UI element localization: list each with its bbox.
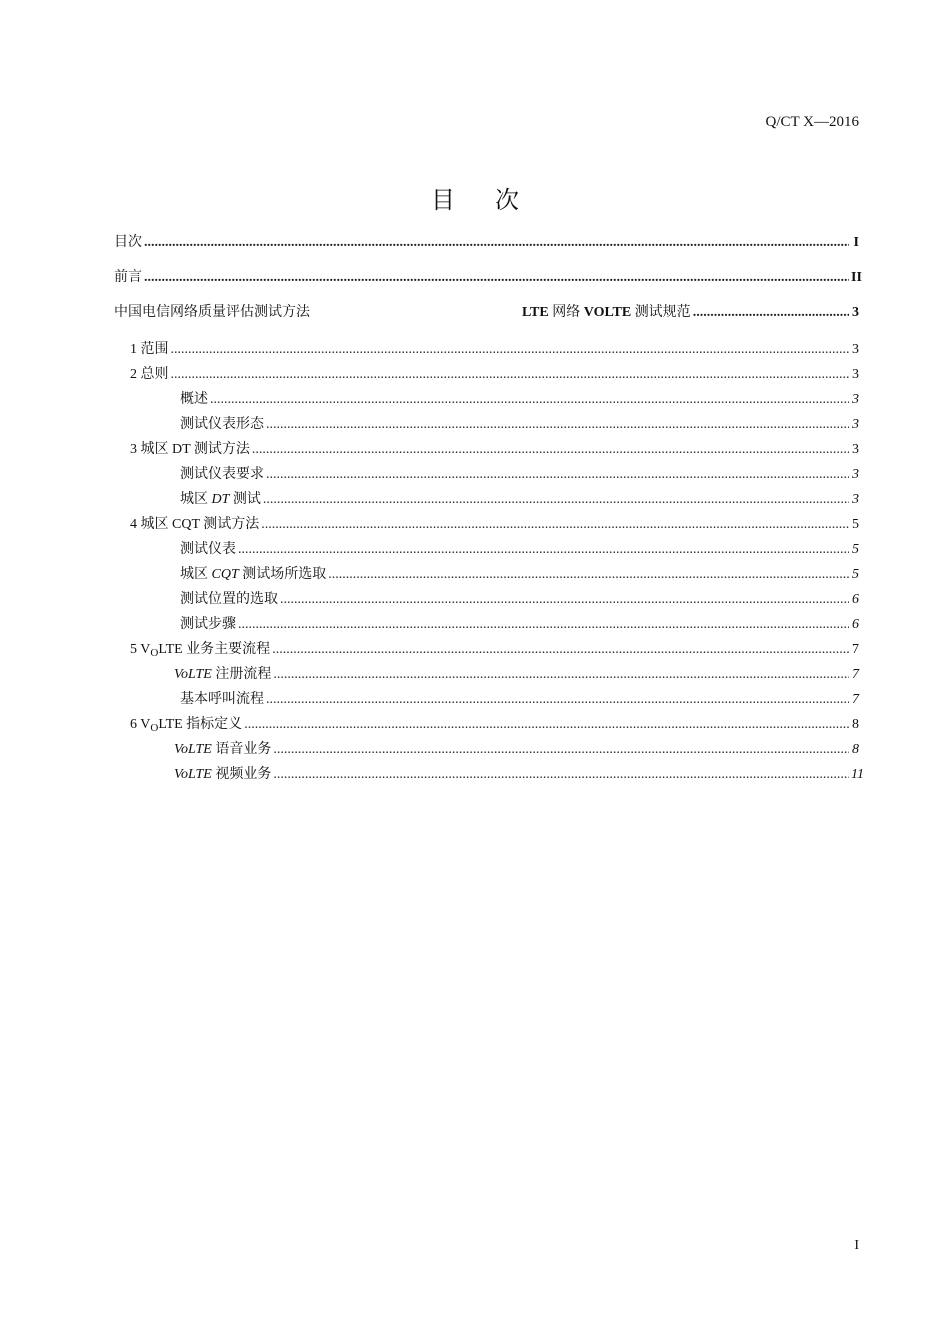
toc-entry-label-part: VoLTE — [174, 742, 212, 757]
toc-entry-label-part: LTE 业务主要流程 — [158, 642, 271, 657]
toc-entry-subsection[interactable] — [114, 537, 859, 562]
toc-entry-section-6[interactable] — [114, 712, 859, 737]
toc-entry-label-part: 测试 — [232, 492, 261, 507]
toc-entry-page: 8 — [852, 717, 859, 732]
toc-title-part2: 次 — [495, 186, 519, 214]
toc-entry-label-part: LTE 指标定义 — [158, 717, 243, 732]
toc-entry-label-part: 6 V — [130, 717, 151, 732]
toc-entry-page: 5 — [852, 542, 859, 557]
toc-title-part1: 目 — [431, 186, 455, 214]
toc-entry-label-part: DT — [211, 492, 230, 507]
toc-entry-label — [180, 487, 261, 512]
dot-leader — [280, 587, 849, 612]
toc-entry-label: 4 城区 CQT 测试方法 — [130, 517, 260, 532]
dot-leader — [171, 337, 850, 362]
toc-entry-subsection[interactable] — [114, 612, 859, 637]
toc-entry-page: 3 — [852, 305, 859, 320]
toc-entry-label-mid-a: LTE — [522, 305, 549, 320]
toc-entry-label — [180, 562, 326, 587]
toc-entry-page: 6 — [852, 592, 859, 607]
toc-entry-label-mid — [522, 302, 691, 324]
toc-entry-label: 测试步骤 — [180, 617, 236, 632]
toc-entry-page: 8 — [852, 742, 859, 757]
toc-entry-section-3[interactable] — [114, 437, 859, 462]
toc-entry-label-part: CQT — [211, 567, 239, 582]
dot-leader — [693, 302, 849, 324]
toc-entry-label: 基本呼叫流程 — [180, 692, 264, 707]
toc-entry-label — [174, 662, 271, 687]
toc-entry-label-part: 城区 — [180, 492, 208, 507]
dot-leader — [273, 737, 849, 762]
dot-leader — [244, 712, 849, 737]
table-of-contents — [114, 232, 864, 787]
toc-entry-subsection[interactable] — [114, 387, 859, 412]
toc-entry-page: 3 — [852, 342, 859, 357]
toc-entry-page: 11 — [851, 767, 864, 782]
toc-entry-subsection[interactable] — [114, 412, 859, 437]
toc-entry-label: 1 范围 — [130, 342, 169, 357]
toc-entry-page: II — [851, 270, 862, 285]
toc-entry-page: 3 — [852, 442, 859, 457]
dot-leader — [261, 512, 849, 537]
toc-entry-label: 测试仪表形态 — [180, 417, 264, 432]
toc-entry-label — [174, 762, 271, 787]
page-number: I — [854, 1238, 859, 1253]
toc-entry-page: 5 — [852, 567, 859, 582]
toc-entry-subsection[interactable] — [114, 487, 859, 512]
toc-entry-page: 7 — [852, 667, 859, 682]
dot-leader — [238, 612, 849, 637]
toc-entry-main-title[interactable] — [114, 302, 859, 337]
toc-entry-label-part: 5 V — [130, 642, 151, 657]
toc-entry-label: 测试仪表要求 — [180, 467, 264, 482]
toc-entry-label: 测试位置的选取 — [180, 592, 278, 607]
dot-leader — [328, 562, 849, 587]
toc-entry-label-part: 视频业务 — [215, 767, 272, 782]
dot-leader — [252, 437, 849, 462]
toc-entry-label: 中国电信网络质量评估测试方法 — [114, 305, 310, 320]
toc-entry-label-part: O — [150, 722, 159, 734]
dot-leader — [144, 267, 849, 289]
toc-entry-section-1[interactable] — [114, 337, 859, 362]
dot-leader — [210, 387, 849, 412]
standard-code: Q/CT X—2016 — [765, 114, 859, 130]
toc-entry-section-2[interactable] — [114, 362, 859, 387]
toc-entry-label-part: 城区 — [180, 567, 208, 582]
toc-entry-label-mid-d: 测试规范 — [634, 305, 691, 320]
toc-entry-page: 3 — [852, 467, 859, 482]
toc-entry-section-5[interactable] — [114, 637, 859, 662]
toc-entry-page: 3 — [852, 417, 859, 432]
toc-entry-page: 3 — [852, 492, 859, 507]
dot-leader — [144, 232, 849, 254]
dot-leader — [238, 537, 849, 562]
toc-entry-label — [174, 737, 271, 762]
dot-leader — [266, 462, 849, 487]
toc-entry-mulu[interactable] — [114, 232, 859, 267]
toc-entry-label-part: 语音业务 — [215, 742, 272, 757]
toc-entry-subsection[interactable] — [114, 587, 859, 612]
toc-entry-qianyan[interactable] — [114, 267, 862, 302]
toc-entry-section-4[interactable] — [114, 512, 859, 537]
toc-entry-label-part: O — [150, 647, 159, 659]
toc-entry-label: 前言 — [114, 270, 142, 285]
dot-leader — [273, 762, 849, 787]
toc-entry-label-part: 测试场所选取 — [242, 567, 327, 582]
toc-entry-subsection[interactable] — [114, 687, 859, 712]
toc-entry-page: 5 — [852, 517, 859, 532]
toc-entry-label: 目次 — [114, 235, 142, 250]
toc-entry-page: 3 — [852, 392, 859, 407]
toc-entry-page: 6 — [852, 617, 859, 632]
toc-entry-subsection[interactable] — [114, 737, 859, 762]
toc-entry-label-mid-c: VOLTE — [583, 305, 632, 320]
toc-entry-label-part: VoLTE — [174, 667, 212, 682]
toc-entry-subsection[interactable] — [114, 562, 859, 587]
dot-leader — [263, 487, 849, 512]
toc-entry-label: 测试仪表 — [180, 542, 236, 557]
toc-entry-label-part: VoLTE — [174, 767, 212, 782]
dot-leader — [171, 362, 850, 387]
toc-entry-label: 2 总则 — [130, 367, 169, 382]
toc-entry-page: 7 — [852, 692, 859, 707]
toc-entry-page: 7 — [852, 642, 859, 657]
toc-entry-subsection[interactable] — [114, 662, 859, 687]
toc-entry-page: 3 — [852, 367, 859, 382]
toc-entry-subsection[interactable] — [114, 762, 864, 787]
dot-leader — [273, 662, 849, 687]
toc-entry-label: 3 城区 DT 测试方法 — [130, 442, 250, 457]
toc-entry-label: 概述 — [180, 392, 208, 407]
toc-entry-subsection[interactable] — [114, 462, 859, 487]
toc-entry-label-mid-b: 网络 — [552, 305, 581, 320]
dot-leader — [266, 412, 849, 437]
toc-title — [0, 180, 950, 215]
toc-entry-page: I — [853, 235, 859, 250]
dot-leader — [272, 637, 849, 662]
dot-leader — [266, 687, 849, 712]
toc-entry-label-part: 注册流程 — [215, 667, 272, 682]
